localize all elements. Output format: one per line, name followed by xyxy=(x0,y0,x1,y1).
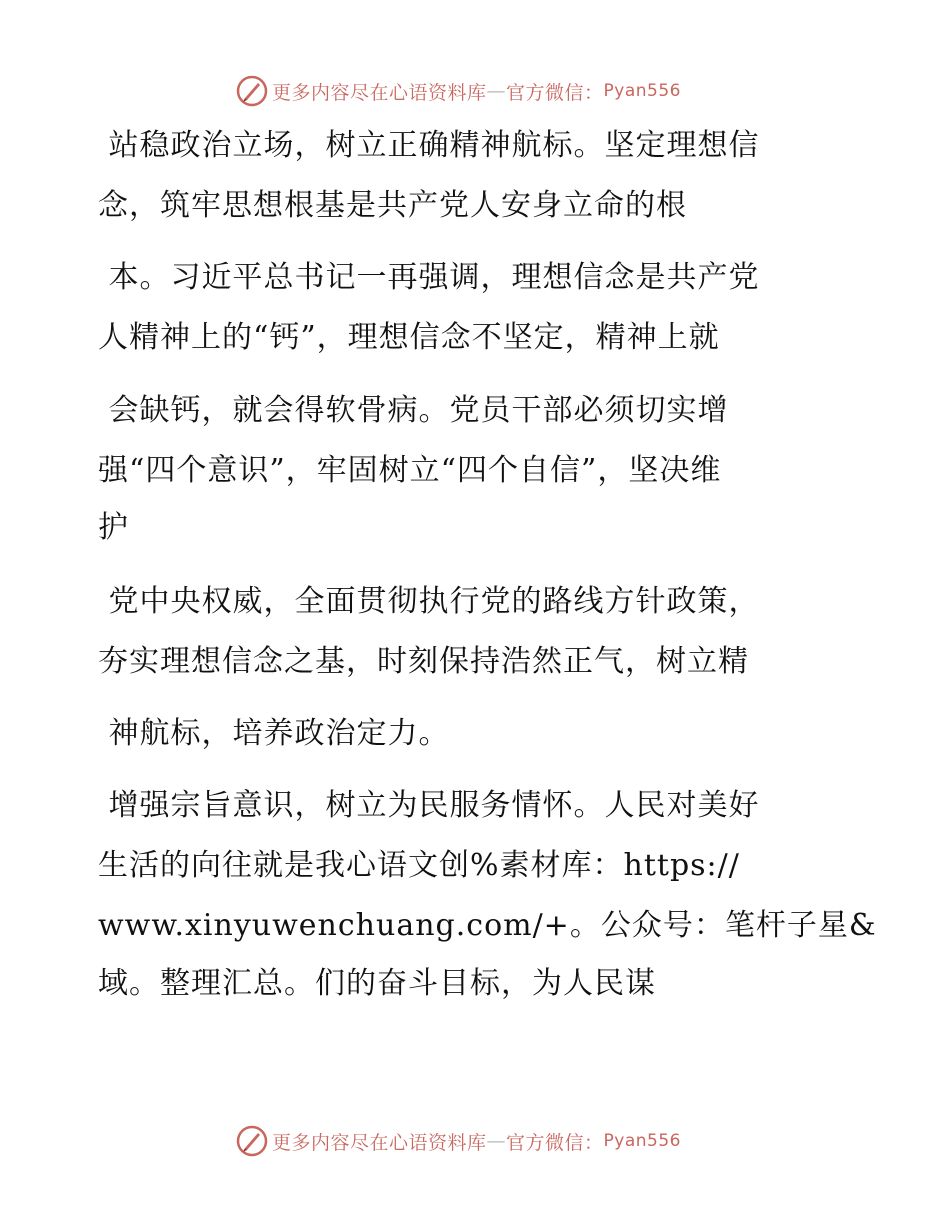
header-watermark xyxy=(236,74,681,108)
body-line: 生活的向往就是我心语文创%素材库：https:// xyxy=(98,848,740,883)
body-line: www.xinyuwenchuang.com/+。公众号：笔杆子星& xyxy=(98,908,877,943)
quill-logo-icon xyxy=(236,75,268,107)
body-line: 护 xyxy=(98,510,129,545)
watermark-site: 更多内容尽在心语资料库 xyxy=(272,1131,487,1154)
watermark-wechat-label: 官方微信： xyxy=(506,81,604,104)
watermark-separator: — xyxy=(486,80,507,102)
body-line: 人精神上的“钙”，理想信念不坚定，精神上就 xyxy=(98,320,720,355)
body-line: 强“四个意识”，牢固树立“四个自信”，坚决维 xyxy=(98,453,722,488)
body-line: 党中央权威，全面贯彻执行党的路线方针政策， xyxy=(98,584,760,619)
watermark-wechat-label: 官方微信： xyxy=(506,1131,604,1154)
watermark-separator: — xyxy=(486,1130,507,1152)
body-line: 夯实理想信念之基，时刻保持浩然正气，树立精 xyxy=(98,644,749,679)
body-line: 域。整理汇总。们的奋斗目标，为人民谋 xyxy=(98,966,656,1001)
quill-logo-icon xyxy=(236,1125,268,1157)
body-line: 增强宗旨意识，树立为民服务情怀。人民对美好 xyxy=(98,788,760,823)
watermark-wechat-id: Pyan556 xyxy=(603,81,681,101)
body-line: 念，筑牢思想根基是共产党人安身立命的根 xyxy=(98,188,687,223)
body-line: 站稳政治立场，树立正确精神航标。坚定理想信 xyxy=(98,128,760,163)
body-line: 神航标，培养政治定力。 xyxy=(98,716,450,751)
body-line: 本。习近平总书记一再强调，理想信念是共产党 xyxy=(98,260,760,295)
watermark-wechat-id: Pyan556 xyxy=(603,1131,681,1151)
body-line: 会缺钙，就会得软骨病。党员干部必须切实增 xyxy=(98,393,729,428)
footer-watermark xyxy=(236,1124,681,1158)
watermark-site: 更多内容尽在心语资料库 xyxy=(272,81,487,104)
